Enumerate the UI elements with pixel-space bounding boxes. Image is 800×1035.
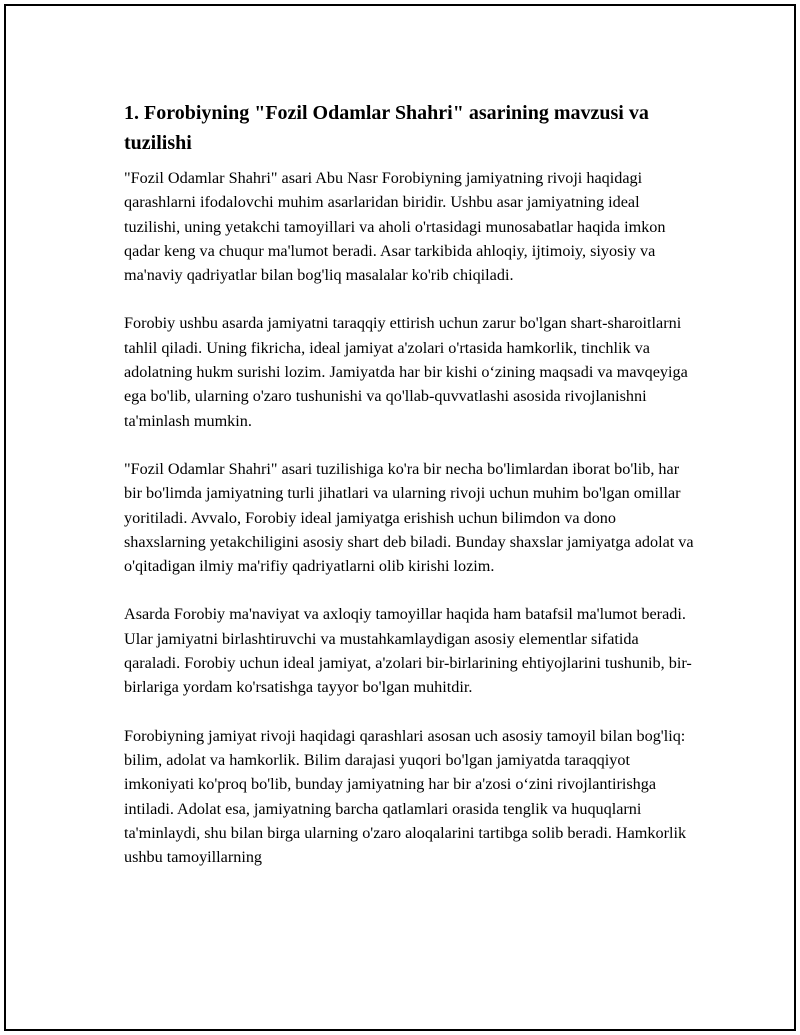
document-body [124, 98, 694, 893]
section-heading: 1. Forobiyning "Fozil Odamlar Shahri" asarining mavzusi va tuzilishi [124, 102, 649, 154]
paragraph-5: Forobiyning jamiyat rivoji haqidagi qarashlari asosan uch asosiy tamoyil bilan bog'liq: bilim, adolat va hamkorlik. Bilim darajasi yuqori bo'lgan jamiyatda taraqqiyot imkoniyati ko'proq bo'lib, bunday jamiyatning har bir a'zosi o‘zini rivojlantirishga intiladi. Adolat esa, jamiyatning barcha qatlamlari orasida tenglik va huquqlarni ta'minlaydi, shu bilan birga ularning o'zaro aloqalarini tartibga solib beradi. Hamkorlik ushbu tamoyillarning [124, 726, 687, 867]
paragraph-1: "Fozil Odamlar Shahri" asari Abu Nasr Forobiyning jamiyatning rivoji haqidagi qarashlarni ifodalovchi muhim asarlaridan biridir. Ushbu asar jamiyatning ideal tuzilishi, uning yetakchi tamoyillari va aholi o'rtasidagi munosabatlar haqida imkon qadar keng va chuqur ma'lumot beradi. Asar tarkibida ahloqiy, ijtimoiy, siyosiy va ma'naviy qadriyatlar bilan bog'liq masalalar ko'rib chiqiladi. [124, 169, 666, 285]
paragraph-4: Asarda Forobiy ma'naviyat va axloqiy tamoyillar haqida ham batafsil ma'lumot beradi. Ular jamiyatni birlashtiruvchi va mustahkamlaydigan asosiy elementlar sifatida qaraladi. Forobiy uchun ideal jamiyat, a'zolari bir-birlarining ehtiyojlarini tushunib, bir-birlariga yordam ko'rsatishga tayyor bo'lgan muhitdir. [124, 605, 692, 697]
page-frame [4, 4, 796, 1031]
paragraph-3: "Fozil Odamlar Shahri" asari tuzilishiga ko'ra bir necha bo'limlardan iborat bo'lib, har bir bo'limda jamiyatning turli jihatlari va ularning rivoji uchun muhim bo'lgan omillar yoritiladi. Avvalo, Forobiy ideal jamiyatga erishish uchun bilimdon va dono shaxslarning yetakchiligini asosiy shart deb biladi. Bunday shaxslar jamiyatga adolat va o'qitadigan ilmiy ma'rifiy qadriyatlarni olib kirishi lozim. [124, 459, 694, 576]
paragraph-2: Forobiy ushbu asarda jamiyatni taraqqiy ettirish uchun zarur bo'lgan shart-sharoitlarni tahlil qiladi. Uning fikricha, ideal jamiyat a'zolari o'rtasida hamkorlik, tinchlik va adolatning hukm surishi lozim. Jamiyatda har bir kishi o‘zining maqsadi va mavqeyiga ega bo'lib, ularning o'zaro tushunishi va qo'llab-quvvatlashi asosida rivojlanishni ta'minlash mumkin. [124, 314, 688, 430]
